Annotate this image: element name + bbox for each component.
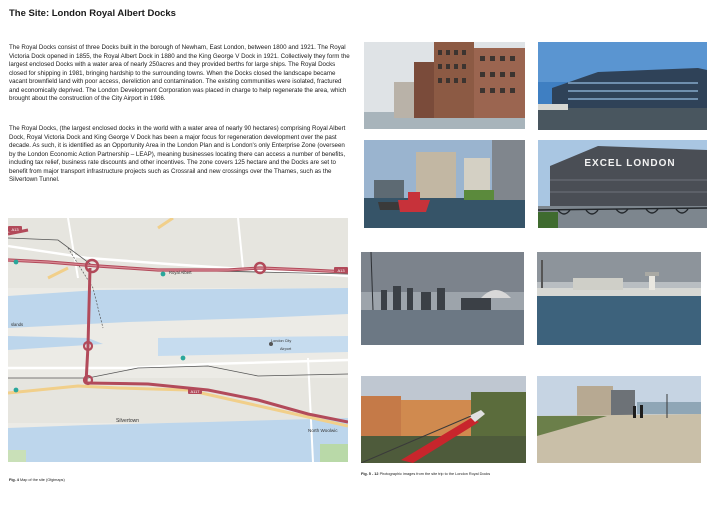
map-caption	[9, 478, 65, 482]
photo-dock-boats	[364, 140, 525, 228]
road-label-a13: A13	[11, 226, 19, 232]
excel-sign-text: EXCEL LONDON	[584, 158, 676, 169]
photo-city-airport	[537, 252, 701, 345]
photo-dlr-train	[361, 376, 526, 463]
map-label-airport: Airport	[280, 347, 292, 351]
photos-caption-fig: Fig. 5 - 12	[361, 472, 379, 476]
photo-glass-offices	[538, 42, 707, 130]
map-label-silvertown: Silvertown	[116, 418, 140, 424]
map-label-royal-albert: Royal Albert	[169, 270, 192, 275]
map-label-islands: slands	[11, 322, 24, 327]
photo-promenade	[537, 376, 701, 463]
page-title: The Site: London Royal Albert Docks	[9, 8, 176, 19]
photo-brick-apartments	[364, 42, 525, 129]
photos-caption	[361, 472, 490, 476]
site-map	[8, 218, 348, 462]
road-label-a1020: A13	[337, 267, 345, 273]
station-marker	[14, 388, 19, 393]
station-marker	[14, 260, 19, 265]
map-label-london-city: London City	[271, 339, 292, 343]
station-marker	[181, 356, 186, 361]
regeneration-paragraph: The Royal Docks, (the largest enclosed docks in the world with a water area of nearly 90 hectares) comprising Royal Albert Dock, Royal Victoria Dock and King George V Dock has been a major focus for regeneration development over the past decade. As such, it is identified as an Opportunity Area in the London Plan and is London's only Enterprise Zone (overseen by the London Economic Action Partnership – LEAP), meaning businesses locating there can access a number of benefits, including tax relief, business rate discounts and other incentives. The zone covers 125 hectare and the Docks are set to benefit from major transport infrastructure projects such as Crossrail and new crossings over the Thames, such as the Silvertown Tunnel.	[9, 125, 346, 183]
station-marker	[161, 272, 166, 277]
photo-excel-london	[538, 140, 707, 228]
road-label-a117: A117	[190, 388, 200, 394]
map-label-north-woolwich: North Woolwic	[308, 428, 338, 433]
map-caption-text: Map of the site (Gfgimaps)	[19, 478, 65, 482]
map-caption-fig: Fig. 4	[9, 478, 19, 482]
photos-caption-text: Photographic images from the site trip to the London Royal Docks	[379, 472, 491, 476]
photo-thames-view	[361, 252, 524, 345]
intro-paragraph: The Royal Docks consist of three Docks built in the borough of Newham, East London, between 1800 and 1921. The Royal Victoria Dock opened in 1855, the Royal Albert Dock in 1880 and the King George V Dock in 1921. Collectively they form the largest enclosed Docks with a water area of nearly 250acres and they provided berths for large ships. The Royal Docks closed for shipping in 1981, bringing hardship to the surrounding towns. When the Docks closed the landscape became vacant brownfield land with poor access, dereliction and contamination. The existing communities were isolated, fractured and economically deprived. The London Development Corporation was placed in charge to help regenerate the area, which brought about the construction of the City Airport in 1986.	[9, 44, 350, 102]
